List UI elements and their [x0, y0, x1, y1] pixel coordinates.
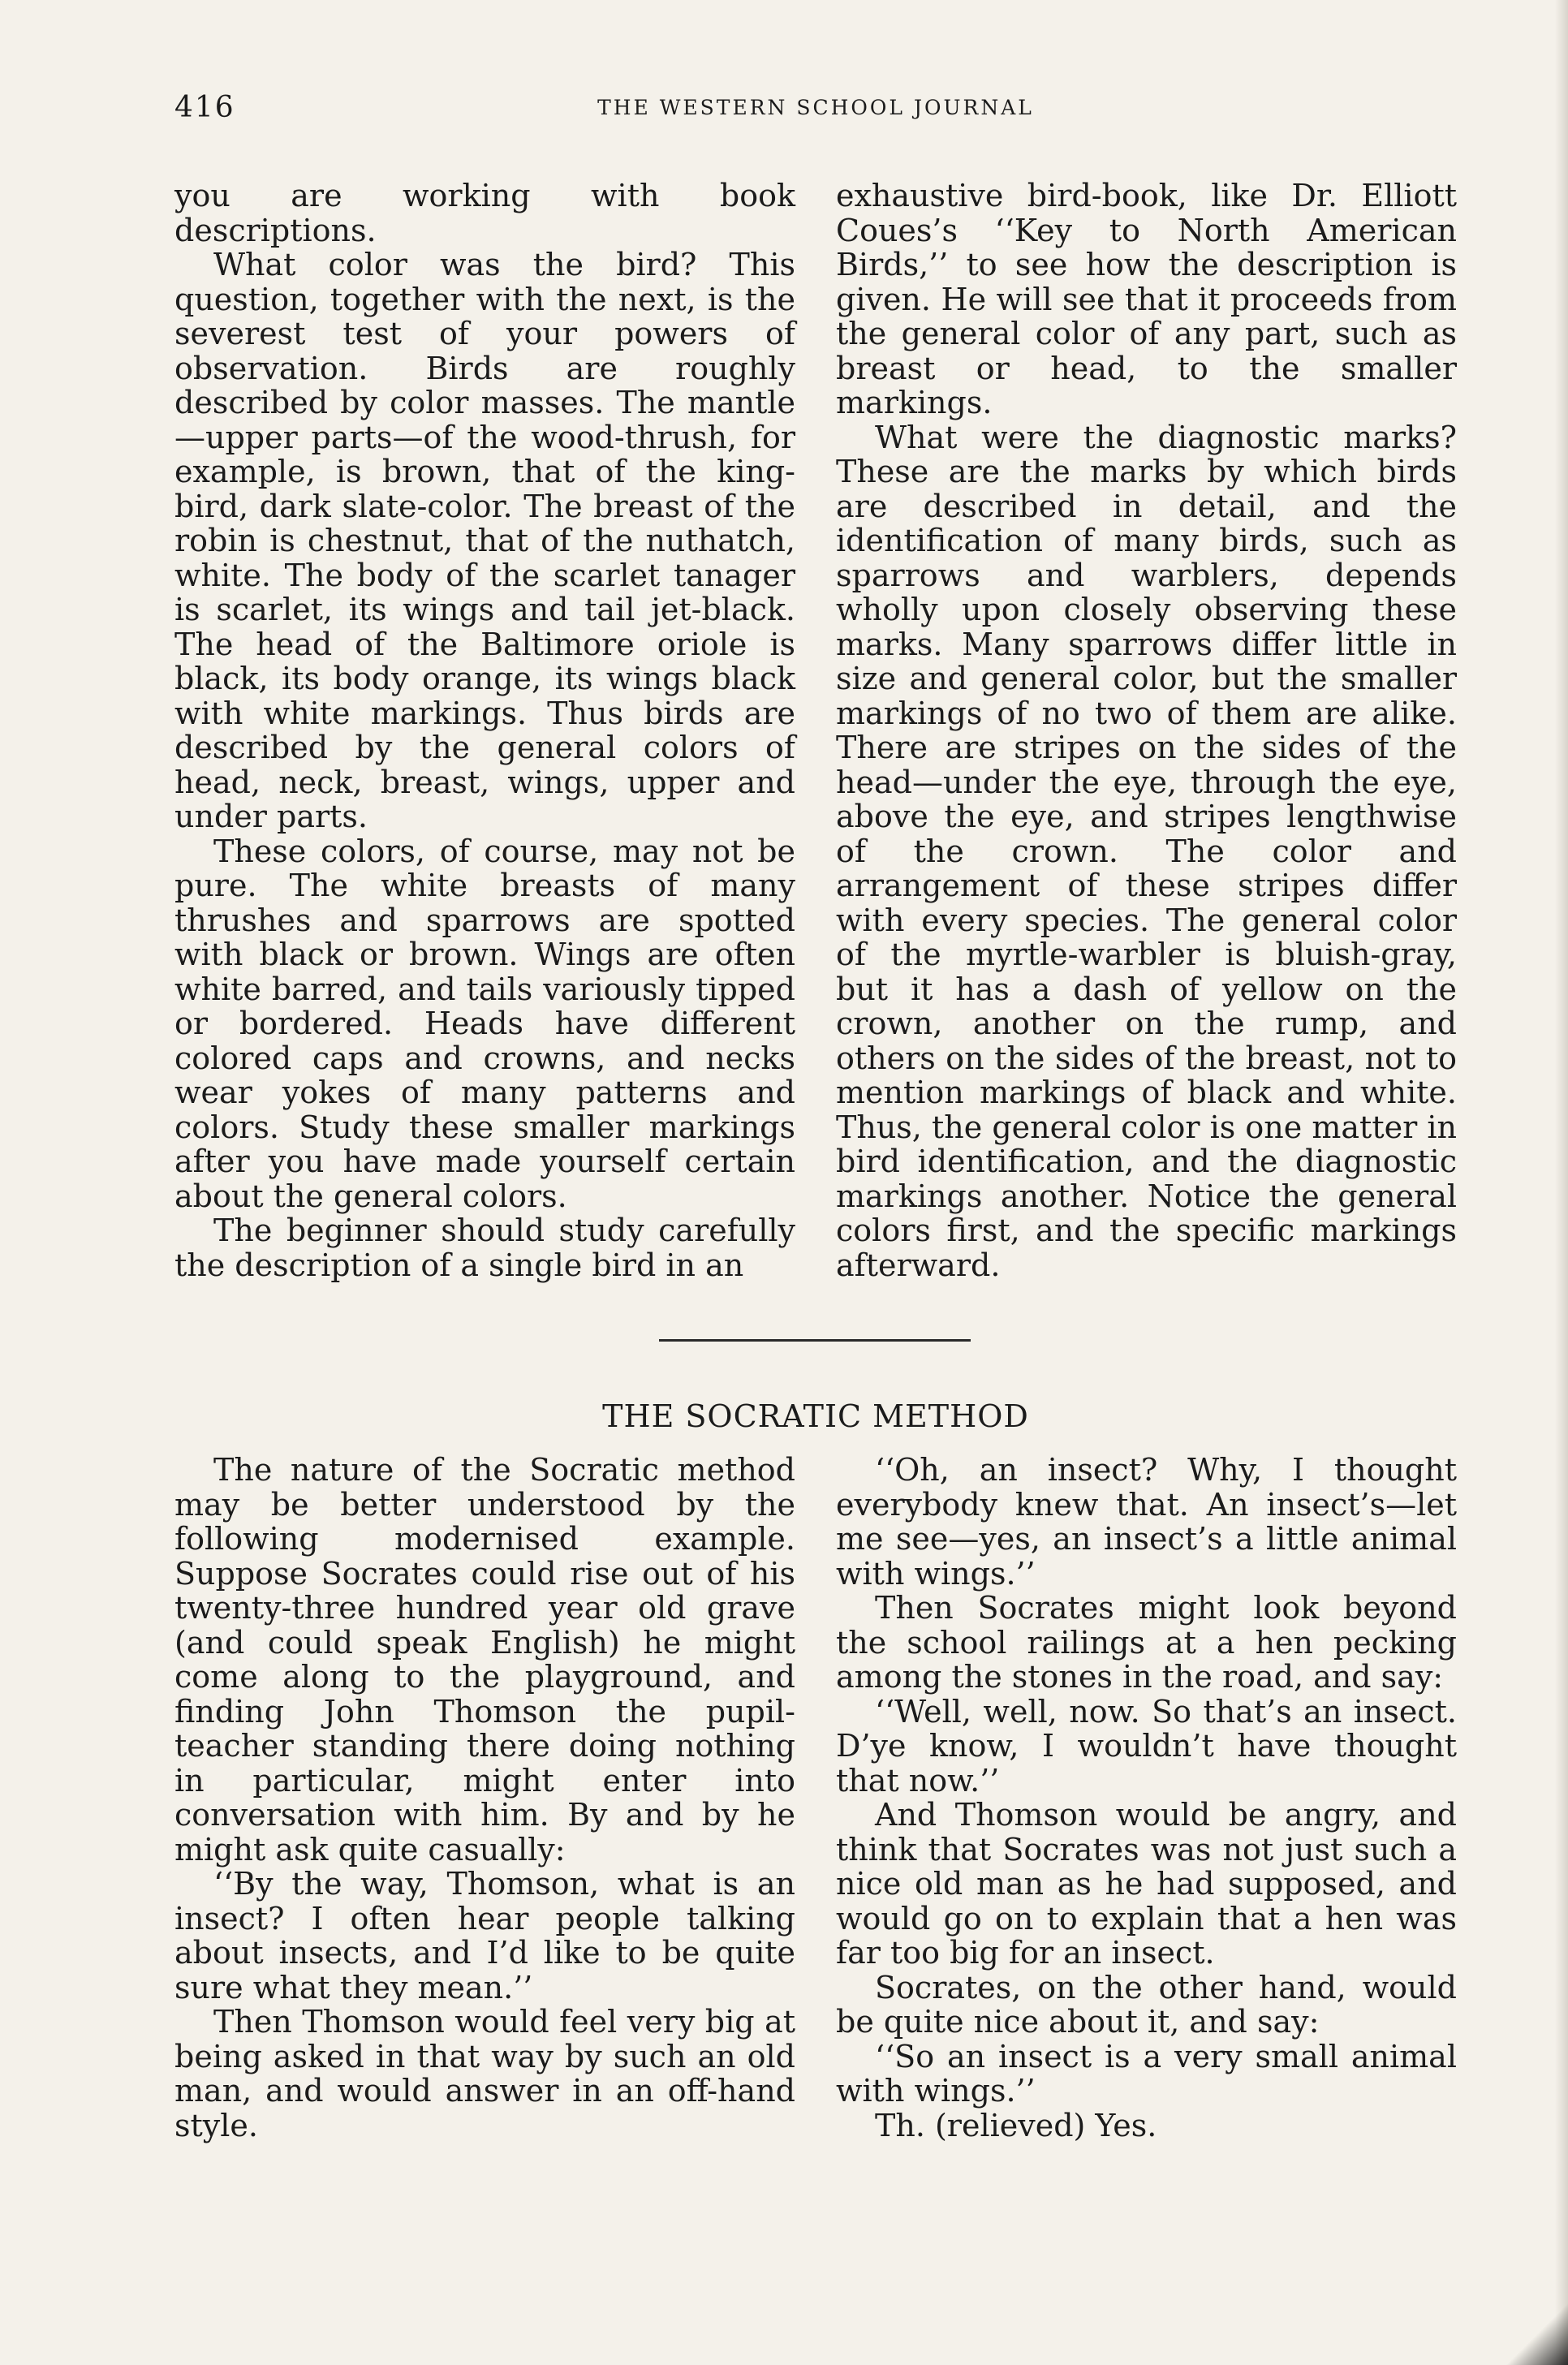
paragraph: These colors, of course, may not be pure. The white breasts of many thrushes and sparrows are spotted with black or brown. Wings are often white barred, and tails variously tipped or bordered. Heads have different colored caps and crowns, and necks wear yokes of many patterns and colors. Study these smaller markings after you have made yourself certain about the general colors. — [174, 833, 795, 1214]
paragraph: The nature of the Socratic method may be better understood by the following modernised example. Suppose Socrates could rise out of his twenty-three hundred year old grave (and could speak English) he might come along to the playground, and finding John Thomson the pupil-teacher standing there doing nothing in particular, might enter into conversation with him. By and by he might ask quite casually: — [174, 1452, 795, 1867]
paragraph: What were the diagnostic marks? These are the marks by which birds are described in detail, and the identification of many birds, such as sparrows and warblers, depends wholly upon closely observing these marks. Many sparrows differ little in size and general color, but the smaller markings of no two of them are alike. There are stripes on the sides of the head—under the eye, through the eye, above the eye, and stripes lengthwise of the crown. The color and arrangement of these stripes differ with every species. The general color of the myrtle-warbler is bluish-gray, but it has a dash of yellow on the crown, another on the rump, and others on the sides of the breast, not to mention markings of black and white. Thus, the general color is one matter in bird identification, and the diagnostic markings another. Notice the general colors first, and the specific markings afterward. — [836, 419, 1457, 1283]
paragraph: you are working with book descriptions. — [174, 178, 795, 248]
paragraph: ‘‘By the way, Thomson, what is an insect? I often hear people talking about insects, and I’d like to be quite sure what they mean.’’ — [174, 1866, 795, 2005]
paragraph: ‘‘Oh, an insect? Why, I thought everybody knew that. An insect’s—let me see—yes, an insect’s a little animal with wings.’’ — [836, 1452, 1457, 1592]
section-divider — [659, 1339, 971, 1342]
paragraph: What color was the bird? This question, together with the next, is the severest test of your powers of observation. Birds are roughly described by color masses. The mantle—upper parts—of the wood-thrush, for example, is brown, that of the king-bird, dark slate-color. The breast of the robin is chestnut, that of the nuthatch, white. The body of the scarlet tanager is scarlet, its wings and tail jet-black. The head of the Baltimore oriole is black, its body orange, its wings black with white markings. Thus birds are described by the general colors of head, neck, breast, wings, upper and under parts. — [174, 247, 795, 834]
article1-left-column — [174, 179, 795, 1282]
paragraph: The beginner should study carefully the description of a single bird in an — [174, 1213, 795, 1283]
paragraph: exhaustive bird-book, like Dr. Elliott Coues’s ‘‘Key to North American Birds,’’ to see how the description is given. He will see that it proceeds from the general color of any part, such as breast or head, to the smaller markings. — [836, 178, 1457, 420]
page-corner-curl — [1503, 2292, 1568, 2365]
article2-left-column — [174, 1453, 795, 2143]
paragraph: ‘‘So an insect is a very small animal with wings.’’ — [836, 2038, 1457, 2109]
paragraph: Th. (relieved) Yes. — [875, 2107, 1157, 2143]
running-head: THE WESTERN SCHOOL JOURNAL — [597, 96, 1034, 119]
article1-right-column — [836, 179, 1457, 1282]
page-edge-shadow — [1555, 0, 1568, 2365]
paragraph: ‘‘Well, well, now. So that’s an insect. D’ye know, I wouldn’t have thought that now.’’ — [836, 1693, 1457, 1799]
paragraph: Then Thomson would feel very big at being asked in that way by such an old man, and would answer in an off-hand style. — [174, 2004, 795, 2143]
article2-right-column — [836, 1453, 1457, 2143]
page-number: 416 — [174, 91, 235, 124]
paragraph: Socrates, on the other hand, would be quite nice about it, and say: — [836, 1969, 1457, 2040]
paragraph: Then Socrates might look beyond the school railings at a hen pecking among the stones in the road, and say: — [836, 1590, 1457, 1695]
article-title: THE SOCRATIC METHOD — [602, 1398, 1029, 1434]
paragraph: And Thomson would be angry, and think that Socrates was not just such a nice old man as he had supposed, and would go on to explain that a hen was far too big for an insect. — [836, 1797, 1457, 1971]
page-header — [174, 91, 1457, 123]
